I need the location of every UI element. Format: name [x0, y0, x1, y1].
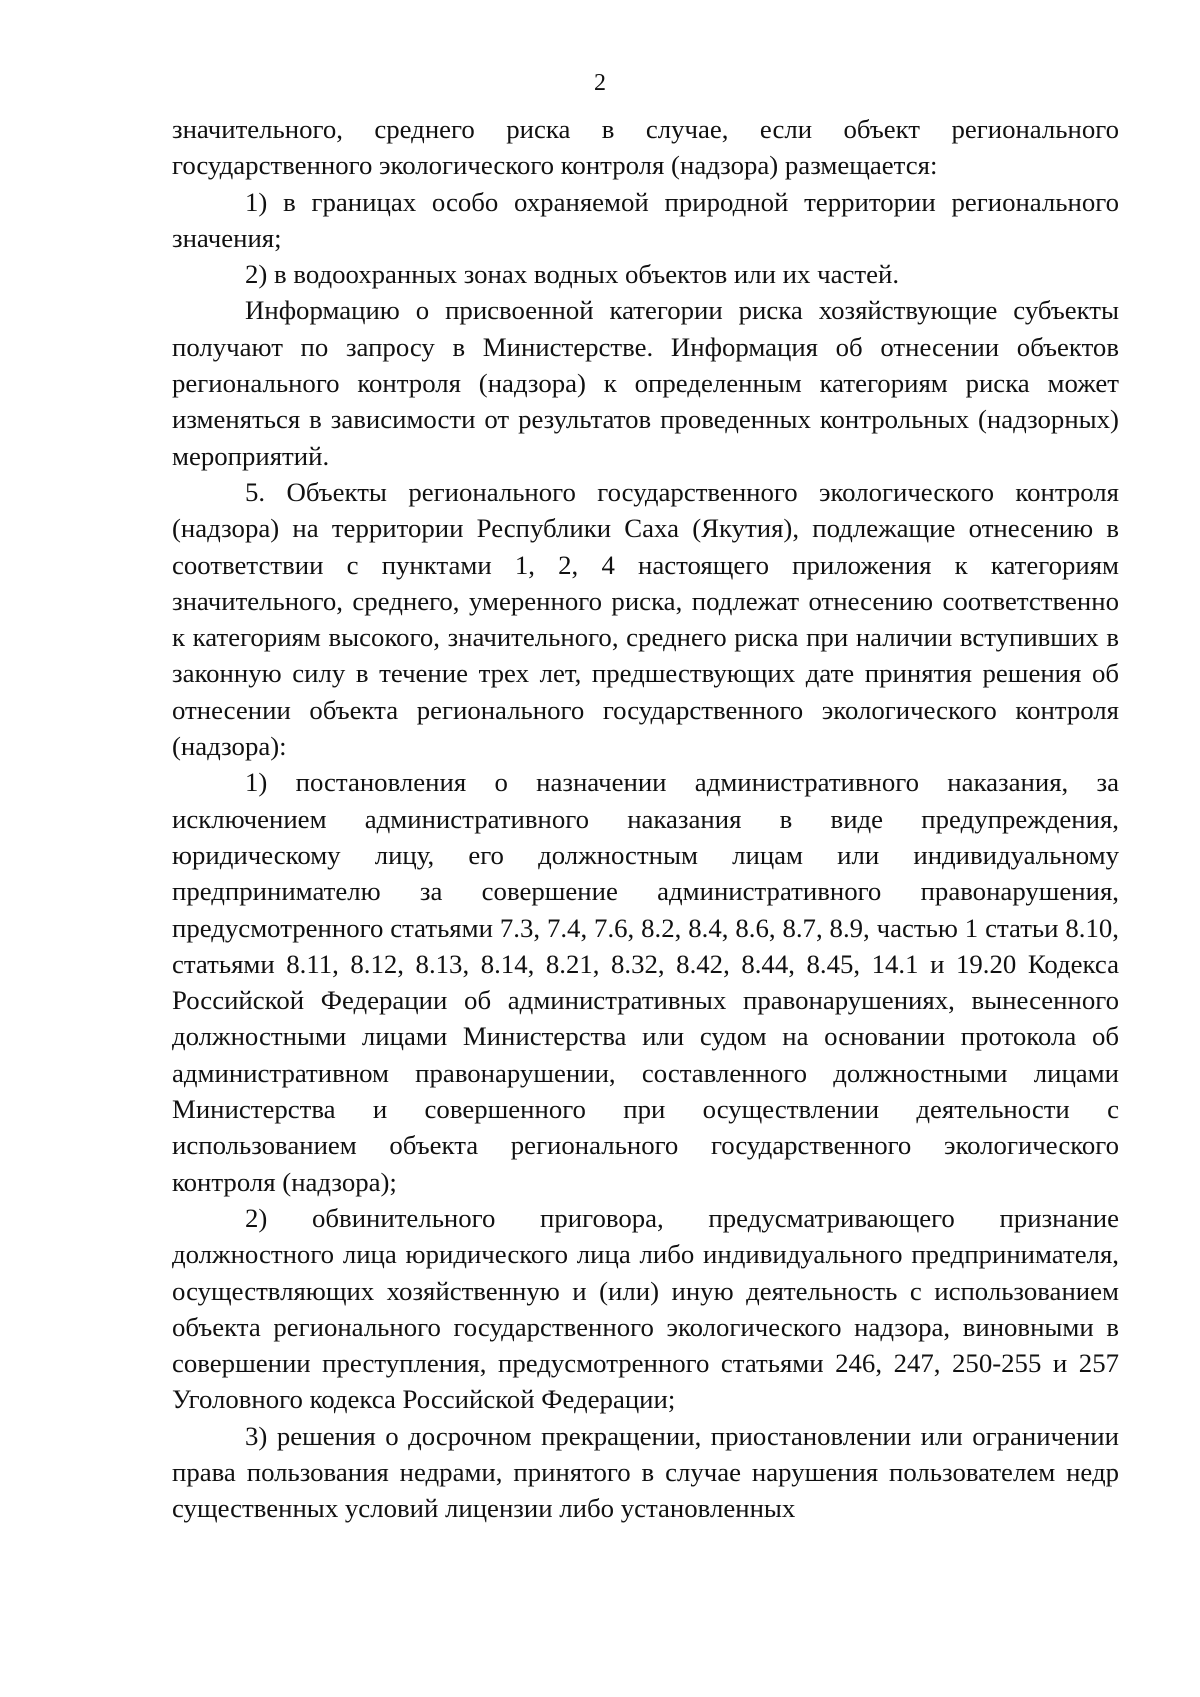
document-body [172, 111, 1119, 1527]
page-number: 2 [594, 70, 606, 96]
paragraph-item-1-protected-territory: 1) в границах особо охраняемой природной территории регионального значения; [172, 186, 1119, 253]
paragraph-section-5-item-2: 2) обвинительного приговора, предусматривающего признание должностного лица юридического лица либо индивидуального предпринимателя, осуществляющих хозяйственную и (или) иную деятельность с использованием объекта регионального государственного экологического надзора, виновными в совершении преступления, предусмотренного статьями 246, 247, 250-255 и 257 Уголовного кодекса Российской Федерации; [172, 1202, 1119, 1415]
paragraph-section-5-item-3: 3) решения о досрочном прекращении, приостановлении или ограничении права пользования недрами, принятого в случае нарушения пользователем недр существенных условий лицензии либо установленных [172, 1420, 1119, 1524]
paragraph-section-5: 5. Объекты регионального государственного экологического контроля (надзора) на территории Республики Саха (Якутия), подлежащие отнесению в соответствии с пунктами 1, 2, 4 настоящего приложения к категориям значительного, среднего, умеренного риска, подлежат отнесению соответственно к категориям высокого, значительного, среднего риска при наличии вступивших в законную силу в течение трех лет, предшествующих дате принятия решения об отнесении объекта регионального государственного экологического контроля (надзора): [172, 476, 1119, 762]
paragraph-section-5-item-1: 1) постановления о назначении административного наказания, за исключением административного наказания в виде предупреждения, юридическому лицу, его должностным лицам или индивидуальному предпринимателю за совершение административного правонарушения, предусмотренного статьями 7.3, 7.4, 7.6, 8.2, 8.4, 8.6, 8.7, 8.9, частью 1 статьи 8.10, статьями 8.11, 8.12, 8.13, 8.14, 8.21, 8.32, 8.42, 8.44, 8.45, 14.1 и 19.20 Кодекса Российской Федерации об административных правонарушениях, вынесенного должностными лицами Министерства или судом на основании протокола об административном правонарушении, составленного должностными лицами Министерства и совершенного при осуществлении деятельности с использованием объекта регионального государственного экологического контроля (надзора); [172, 767, 1119, 1197]
paragraph-intro-continuation: значительного, среднего риска в случае, если объект регионального государственного экологического контроля (надзора) размещается: [172, 114, 1119, 181]
paragraph-risk-category-information: Информацию о присвоенной категории риска хозяйствующие субъекты получают по запросу в Министерстве. Информация об отнесении объектов регионального контроля (надзора) к определенным категориям риска может изменяться в зависимости от результатов проведенных контрольных (надзорных) мероприятий. [172, 295, 1119, 471]
paragraph-item-2-water-protection-zones: 2) в водоохранных зонах водных объектов или их частей. [245, 259, 900, 290]
